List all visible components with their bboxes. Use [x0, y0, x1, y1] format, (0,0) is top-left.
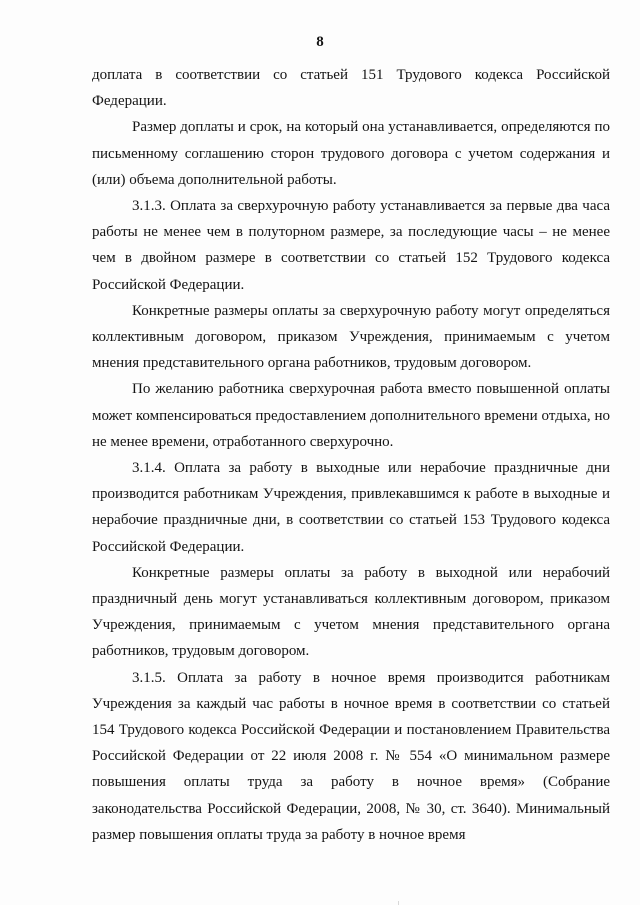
paragraph-overtime-compensation: По желанию работника сверхурочная работа вместо повышенной оплаты может компенсироваться предоставлением дополнительного времени отдыха, но не менее времени, отработанного сверхурочно.: [92, 381, 610, 450]
paragraph-overtime-amounts: Конкретные размеры оплаты за сверхурочную работу могут определяться коллективным договором, приказом Учреждения, принимаемым с учетом мнения представительного органа работников, трудовым договором.: [92, 302, 610, 372]
scan-edge-mark: [398, 901, 399, 905]
paragraph-3-1-5: 3.1.5. Оплата за работу в ночное время производится работникам Учреждения за каждый час работы в ночное время в соответствии со статьей 154 Трудового кодекса Российской Федерации и постановлением Правительства Российской Федерации от 22 июля 2008 г. № 554 «О минимальном размере повышения оплаты труда за работу в ночное время» (Собрание законодательства Российской Федерации, 2008, № 30, ст. 3640). Минимальный размер повышения оплаты труда за работу в ночное время: [92, 669, 610, 843]
paragraph-continuation: доплата в соответствии со статьей 151 Трудового кодекса Российской Федерации.: [92, 67, 610, 110]
paragraph-additional-pay-terms: Размер доплаты и срок, на который она устанавливается, определяются по письменному соглашению сторон трудового договора с учетом содержания и (или) объема дополнительной работы.: [92, 119, 610, 188]
paragraph-3-1-3: 3.1.3. Оплата за сверхурочную работу устанавливается за первые два часа работы не менее чем в полуторном размере, за последующие часы – не менее чем в двойном размере в соответствии со статьей 152 Трудового кодекса Российской Федерации.: [92, 198, 610, 293]
paragraph-holiday-amounts: Конкретные размеры оплаты за работу в выходной или нерабочий праздничный день могут устанавливаться коллективным договором, приказом Учреждения, принимаемым с учетом мнения представительного органа работников, трудовым договором.: [92, 564, 610, 660]
document-body: [92, 62, 610, 848]
page-number: 8: [316, 34, 324, 50]
paragraph-3-1-4: 3.1.4. Оплата за работу в выходные или нерабочие праздничные дни производится работникам Учреждения, привлекавшимся к работе в выходные и нерабочие праздничные дни, в соответствии со статьей 153 Трудового кодекса Российской Федерации.: [92, 460, 610, 555]
